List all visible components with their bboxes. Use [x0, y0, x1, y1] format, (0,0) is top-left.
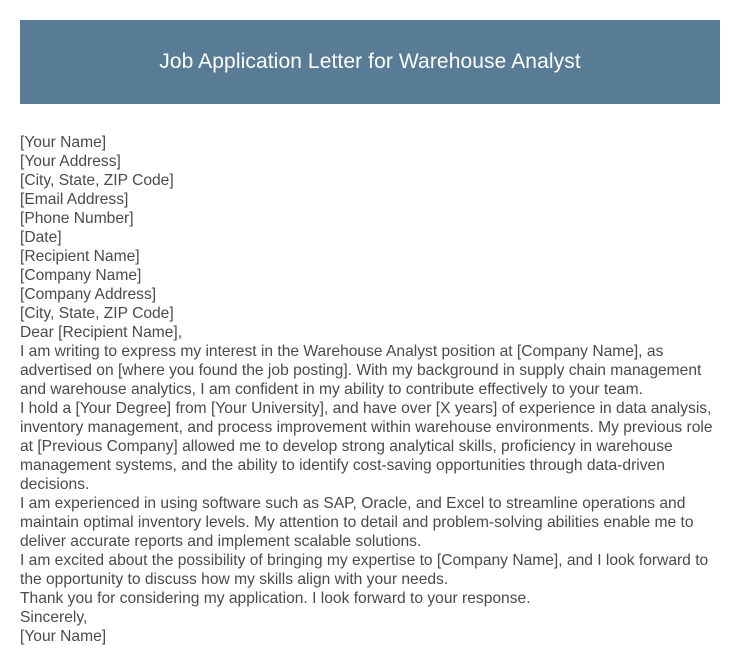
sender-name: [Your Name] [20, 134, 107, 151]
recipient-name: [Recipient Name] [20, 248, 140, 265]
letter-date: [Date] [20, 229, 62, 246]
paragraph-background: I hold a [Your Degree] from [Your University], and have over [X years] of experience in data analysis, inventory management, and process improvement within warehouse environments. My previous role at [Previous Company] allowed me to develop strong analytical skills, proficiency in warehouse management systems, and the ability to identify cost-saving opportunities through data-driven decisions. [20, 400, 713, 493]
letter-body [20, 133, 724, 646]
closing: Sincerely, [20, 609, 88, 626]
salutation: Dear [Recipient Name], [20, 324, 183, 341]
sender-phone: [Phone Number] [20, 210, 134, 227]
page-title: Job Application Letter for Warehouse Analyst [159, 50, 581, 73]
sender-city-state-zip: [City, State, ZIP Code] [20, 172, 174, 189]
paragraph-skills: I am experienced in using software such as SAP, Oracle, and Excel to streamline operations and maintain optimal inventory levels. My attention to detail and problem-solving abilities enable me to deliver accurate reports and implement scalable solutions. [20, 495, 694, 550]
title-banner [20, 20, 720, 104]
recipient-company: [Company Name] [20, 267, 142, 284]
signature: [Your Name] [20, 628, 107, 645]
paragraph-interest: I am writing to express my interest in the Warehouse Analyst position at [Company Name], as advertised on [where you found the job posting]. With my background in supply chain management and warehouse analytics, I am confident in my ability to contribute effectively to your team. [20, 343, 702, 398]
paragraph-enthusiasm: I am excited about the possibility of bringing my expertise to [Company Name], and I look forward to the opportunity to discuss how my skills align with your needs. [20, 552, 709, 588]
sender-email: [Email Address] [20, 191, 129, 208]
sender-address: [Your Address] [20, 153, 121, 170]
recipient-city-state-zip: [City, State, ZIP Code] [20, 305, 174, 322]
paragraph-thanks: Thank you for considering my application. I look forward to your response. [20, 590, 531, 607]
recipient-address: [Company Address] [20, 286, 157, 303]
